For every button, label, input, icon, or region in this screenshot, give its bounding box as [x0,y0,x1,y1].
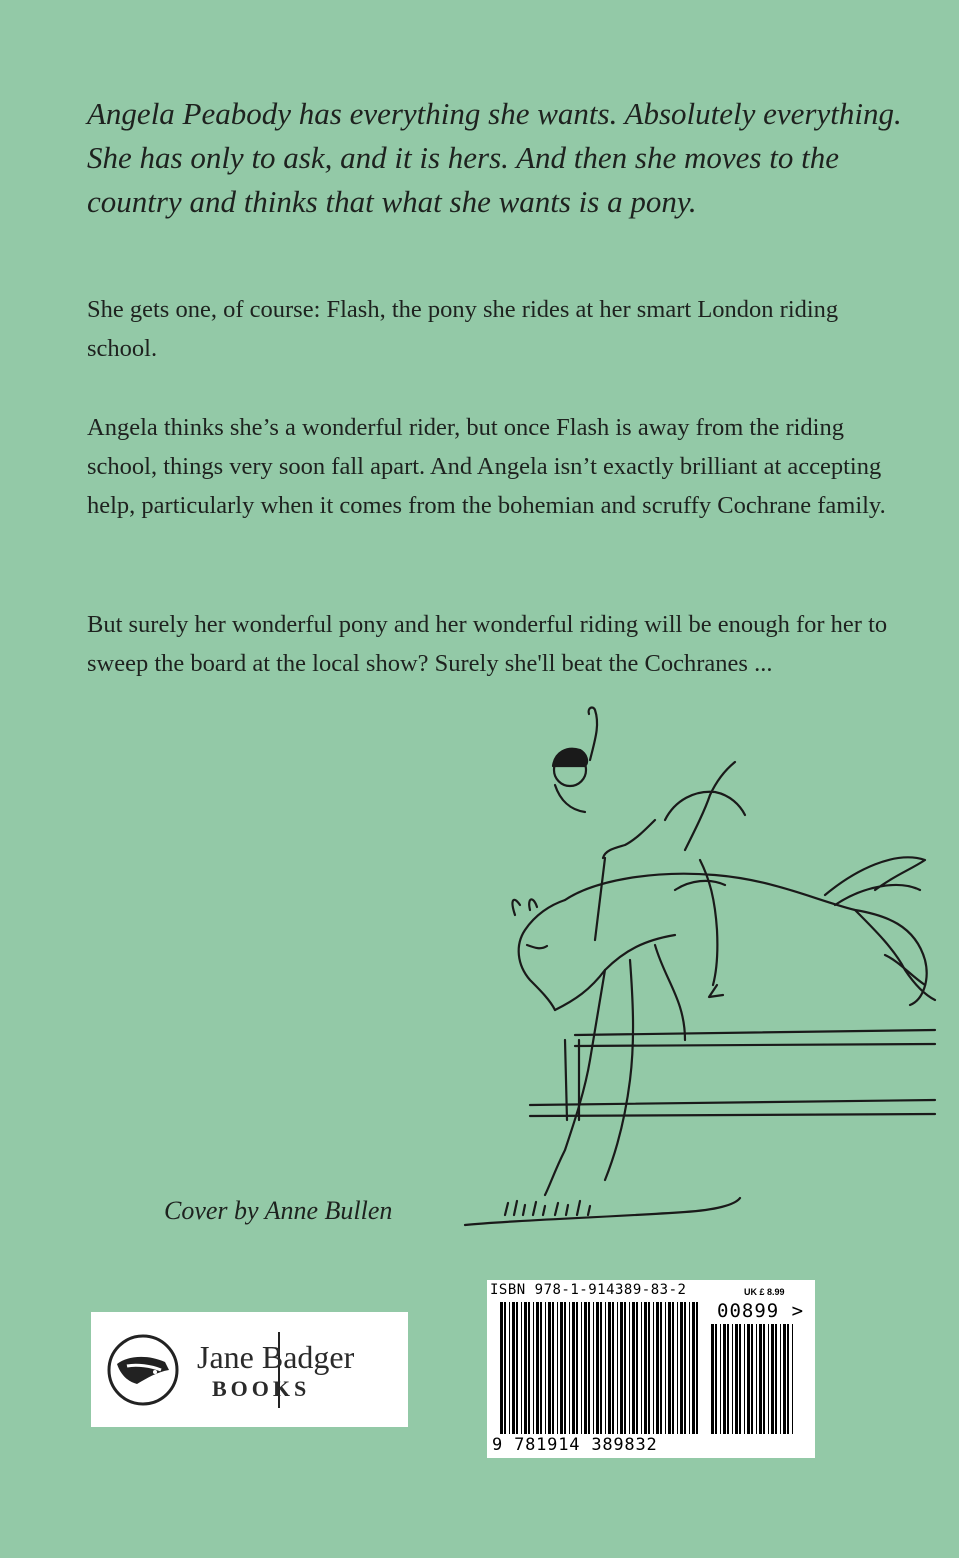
barcode-bar [739,1324,741,1434]
barcode-bar [557,1302,558,1434]
barcode-bar [653,1302,654,1434]
barcode-bar [576,1302,578,1434]
barcode-bar [545,1302,546,1434]
barcode-bar [720,1324,721,1434]
barcode-bar [689,1302,690,1434]
barcode-bar [668,1302,671,1434]
barcode-bar [780,1324,781,1434]
barcode-bar [569,1302,570,1434]
barcode-bar [600,1302,602,1434]
barcode-bar [512,1302,515,1434]
barcode-bar [665,1302,666,1434]
cover-credit: Cover by Anne Bullen [164,1196,393,1225]
barcode-bar [500,1302,503,1434]
barcode-bar [572,1302,575,1434]
barcode-bar [732,1324,733,1434]
barcode-bar [672,1302,674,1434]
blurb-lead: Angela Peabody has everything she wants. Absolutely everything. She has only to ask, and it is hers. And then she moves to the country and thinks that what she wants is a pony. [87,96,902,219]
isbn-text: ISBN 978-1-914389-83-2 [490,1282,687,1298]
barcode-bar [521,1302,522,1434]
barcode-bar [620,1302,623,1434]
blurb-paragraph: She gets one, of course: Flash, the pony she rides at her smart London riding school. [87,296,839,362]
barcode-bar [735,1324,738,1434]
barcode-bar [715,1324,717,1434]
barcode-bar [612,1302,614,1434]
horse-and-rider-jumping-icon [455,700,945,1240]
barcode-bar [596,1302,599,1434]
barcode-bar [656,1302,659,1434]
barcode-bar [588,1302,590,1434]
barcode-bar [560,1302,563,1434]
barcode-bar [504,1302,506,1434]
barcode-bar [552,1302,554,1434]
barcode-bar [751,1324,753,1434]
barcode-bar [641,1302,642,1434]
barcode-bar [759,1324,762,1434]
barcode-bar [533,1302,534,1434]
barcode-bar [564,1302,566,1434]
barcode-bar [684,1302,686,1434]
barcode-bar [747,1324,750,1434]
barcode-bar [756,1324,757,1434]
price-code: 00899 > [717,1300,805,1322]
barcode-bar [581,1302,582,1434]
barcode-bar [648,1302,650,1434]
barcode-bar [787,1324,789,1434]
barcode-bar [509,1302,510,1434]
barcode-bar [593,1302,594,1434]
publisher-logo [91,1312,408,1427]
barcode-bar [636,1302,638,1434]
barcode-bar [763,1324,765,1434]
barcode-bar [680,1302,683,1434]
barcode-bar [617,1302,618,1434]
barcode-bar [677,1302,678,1434]
barcode-bar [629,1302,630,1434]
blurb-paragraph: But surely her wonderful pony and her wonderful riding will be enough for her to sweep the board at the local show? Surely she'll beat the Cochranes ... [87,611,888,677]
barcode-bar [783,1324,786,1434]
barcode-bar [768,1324,769,1434]
barcode-bar [605,1302,606,1434]
barcode-bar [696,1302,698,1434]
barcode-bar [548,1302,551,1434]
price-label: UK £ 8.99 [744,1287,785,1297]
blurb-paragraph: Angela thinks she’s a wonderful rider, but once Flash is away from the riding school, things very soon fall apart. And Angela isn’t exactly brilliant at accepting help, particularly when it comes from the bohemian and scruffy Cochrane family. [87,414,886,519]
addon-barcode-bars [710,1324,796,1434]
barcode-bar [660,1302,662,1434]
barcode-bar [771,1324,774,1434]
barcode-bar [516,1302,518,1434]
barcode-bar [632,1302,635,1434]
barcode-bar [536,1302,539,1434]
barcode-bar [624,1302,626,1434]
barcode-bar [723,1324,726,1434]
publisher-name: Jane Badger [197,1339,355,1375]
barcode-bar [540,1302,542,1434]
barcode-bar [692,1302,695,1434]
barcode-bar [608,1302,611,1434]
barcode-bar [584,1302,587,1434]
barcode-bar [644,1302,647,1434]
barcode-bar [744,1324,745,1434]
barcode-bar [524,1302,527,1434]
badger-logo-icon [107,1334,179,1406]
barcode-bar [711,1324,714,1434]
barcode-bar [792,1324,793,1434]
publisher-sub: BOOKS [212,1376,311,1401]
barcode-bar [727,1324,729,1434]
ean-barcode-bars [499,1302,699,1434]
barcode [487,1280,815,1458]
barcode-bar [775,1324,777,1434]
ean-digits: 9 781914 389832 [492,1435,658,1455]
barcode-bar [528,1302,530,1434]
